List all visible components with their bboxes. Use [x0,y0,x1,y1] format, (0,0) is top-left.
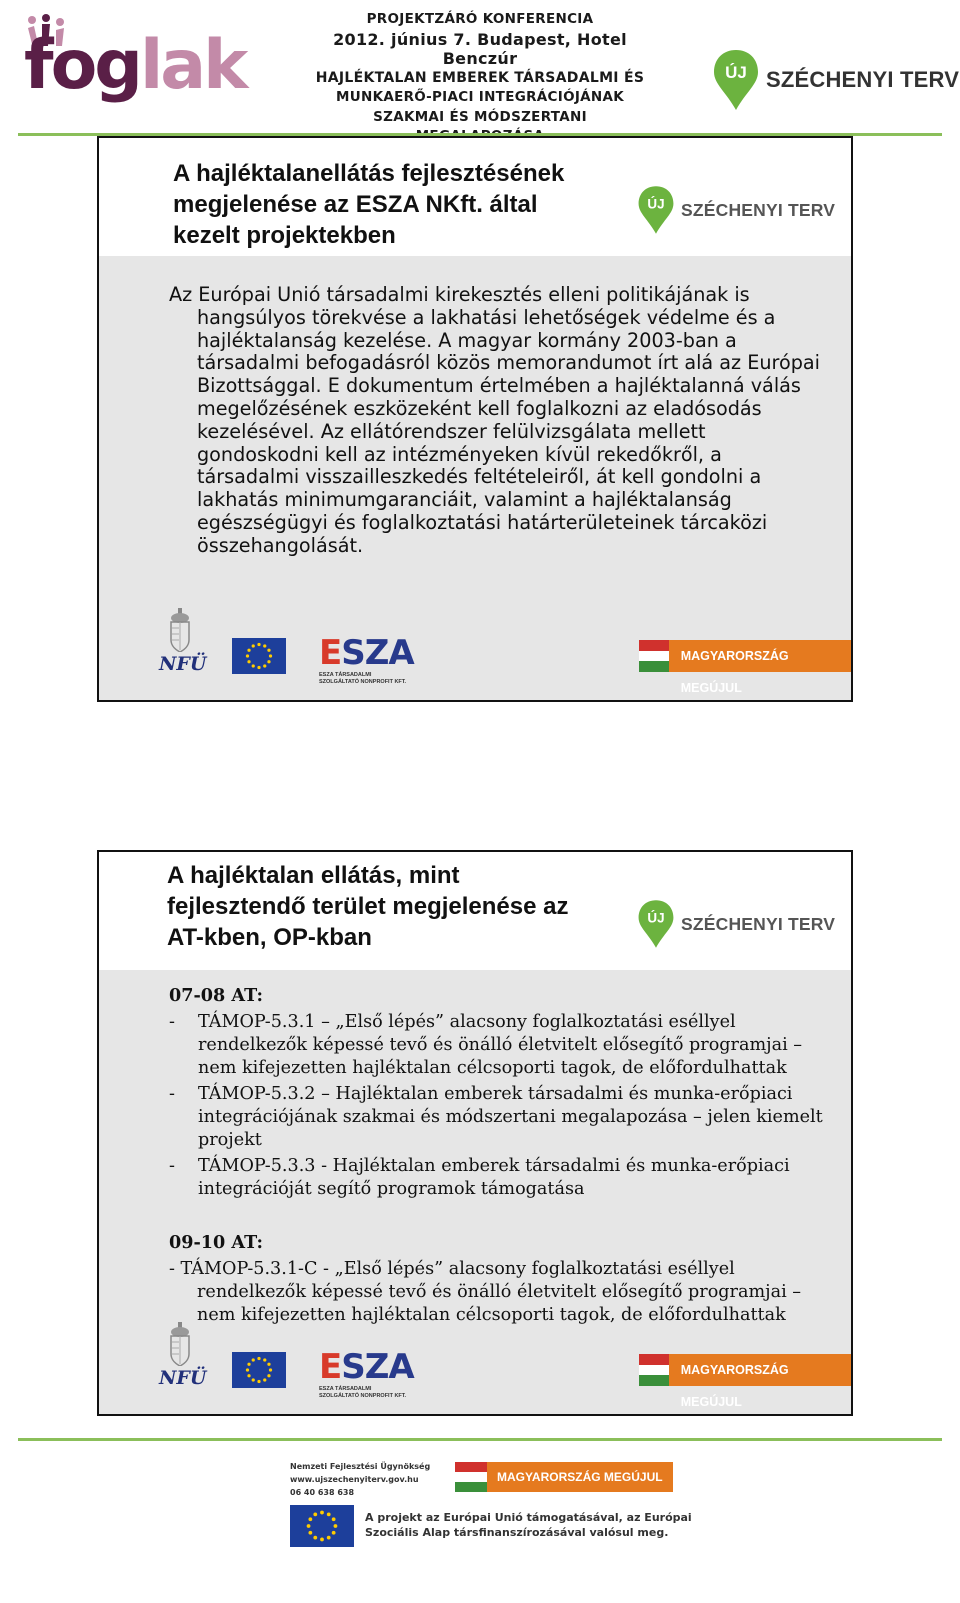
eu-flag-icon [232,1352,286,1388]
slide-1-title [173,158,564,251]
esza-mark: ESZA [319,1347,414,1387]
note-line: A projekt az Európai Unió támogatásával, az Európai [365,1511,692,1524]
conference-line: HAJLÉKTALAN EMBEREK TÁRSADALMI ÉS [315,69,645,86]
eu-star [246,1368,249,1371]
contact-line: Nemzeti Fejlesztési Ügynökség [290,1462,431,1471]
eu-star [313,1512,317,1516]
slide-1-body [169,284,829,558]
eu-star [252,1378,255,1381]
slide-2 [97,850,853,1416]
eu-flag-icon [290,1505,354,1547]
eu-star [332,1531,336,1535]
contact-line: www.ujszechenyiterv.gov.hu [290,1475,419,1484]
magyarorszag-megujul-logo [639,640,851,695]
title-line: kezelt projektekben [173,222,396,249]
nfu-contact [290,1460,430,1499]
eu-star [267,1363,270,1366]
slide-1-logo-strip [99,600,851,700]
list-item: - TÁMOP-5.3.2 – Hajléktalan emberek társadalmi és munka-erőpiaci integrációjának szakmai és módszertani megalapozása – jelen kiemelt projekt [169,1083,839,1152]
eu-star [247,660,250,663]
esza-logo [319,633,414,686]
eu-star [320,1538,324,1542]
section-heading: 09-10 AT: [169,1232,264,1253]
eu-star [247,1374,250,1377]
eu-star [308,1531,312,1535]
eu-star [252,644,255,647]
conference-line: MUNKAERŐ-PIACI INTEGRÁCIÓJÁNAK [335,89,625,105]
footer-divider [18,1438,942,1441]
eu-star [269,654,272,657]
szechenyi-terv-logo [637,896,835,952]
nfu-logo [159,608,206,675]
eu-star [247,649,250,652]
eu-star [263,644,266,647]
szechenyi-pin-icon [637,182,675,238]
note-line: Szociális Alap társfinanszírozásával valósul meg. [365,1526,669,1539]
szechenyi-mark: ÚJ [647,196,665,212]
szechenyi-mark: ÚJ [647,910,665,926]
list-item: - TÁMOP-5.3.1 – „Első lépés” alacsony foglalkoztatási eséllyel rendelkezők képessé tevő és önálló életvitelt elősegítő programjai – nem kifejezetten hajléktalan célcsoporti tagok, de előfordulhattak [169,1011,839,1080]
szechenyi-pin-icon [712,48,760,112]
eu-funding-note [365,1510,692,1540]
list-item-text: TÁMOP-5.3.1 – „Első lépés” alacsony foglalkoztatási eséllyel rendelkezők képessé tevő és önálló életvitelt elősegítő programjai – nem kifejezetten hajléktalan célcsoporti tagok, de előfordulhattak [198,1012,803,1078]
contact-line: 06 40 638 638 [290,1488,355,1497]
eu-star [320,1511,324,1515]
foglak-logo-text-b: lak [139,26,246,105]
mmg-text: MAGYARORSZÁG MEGÚJUL [669,1354,851,1386]
slide-2-title [167,860,568,953]
list-item-text: - TÁMOP-5.3.1-C - „Első lépés” alacsony foglalkoztatási eséllyel rendelkezők képessé tevő és önálló életvitelt elősegítő programjai – nem kifejezetten hajléktalan célcsoporti tagok, de előfordulhattak [169,1259,802,1325]
conference-line: 2012. június 7. Budapest, Hotel Benczúr [333,29,627,68]
hungarian-flag-icon [639,640,669,672]
title-line: megjelenése az ESZA NKft. által [173,191,538,218]
eu-star [252,664,255,667]
eu-star [257,1380,260,1383]
title-line: AT-kben, OP-kban [167,924,372,951]
eu-star [307,1524,311,1528]
hungarian-flag-icon [639,1354,669,1386]
page-header [0,0,960,140]
mmg-text: MAGYARORSZÁG MEGÚJUL [669,640,851,672]
szechenyi-terv-logo [712,48,959,112]
list-item-text: TÁMOP-5.3.2 – Hajléktalan emberek társadalmi és munka-erőpiaci integrációjának szakmai és módszertani megalapozása – jelen kiemelt projekt [198,1084,823,1150]
eu-star [257,643,260,646]
szechenyi-terv-logo [637,182,835,238]
title-line: A hajléktalan ellátás, mint [167,862,460,889]
slide-1 [97,136,853,702]
coat-of-arms-icon [169,1322,191,1366]
szechenyi-text: SZÉCHENYI TERV [681,199,836,220]
esza-logo [319,1347,414,1400]
eu-flag-icon [232,638,286,674]
nfu-text: NFÜ [159,1367,207,1389]
eu-star [263,1358,266,1361]
esza-subtitle: ESZA TÁRSADALMI SZOLGÁLTATÓ NONPROFIT KFT. [319,1386,407,1399]
eu-star [269,1368,272,1371]
eu-star [246,654,249,657]
esza-mark: ESZA [319,633,414,673]
eu-star [252,1358,255,1361]
eu-star [327,1512,331,1516]
eu-star [247,1363,250,1366]
foglak-logo-text-a: fog [24,26,140,105]
foglak-logo [18,14,246,114]
mmg-text: MAGYARORSZÁG MEGÚJUL [487,1462,673,1492]
slide-1-paragraph: Az Európai Unió társadalmi kirekesztés elleni politikájának is hangsúlyos törekvése a lakhatási lehetőségek védelme és a hajléktalanság kezelése. A magyar kormány 2003-ban a társadalmi befogadásról közös memorandumot írt alá az Európai Bizottsággal. E dokumentum értelmében a hajléktalanná válás megelőzésének eszközeként kell foglalkozni az eladósodás kezelésével. Az ellátórendszer felülvizsgálata mellett gondoskodni kell az intézményeken kívül rekedőkről, a társadalmi visszailleszkedés feltételeiről, át kell gondolni a lakhatás minimumgaranciáit, valamint a hajléktalanság egészségügyi és foglalkoztatási határterületeinek tárcaközi összehangolását. [169,283,820,557]
section-heading: 07-08 AT: [169,985,264,1006]
list-item: - TÁMOP-5.3.3 - Hajléktalan emberek társadalmi és munka-erőpiaci integrációját segítő programok támogatása [169,1155,839,1201]
eu-star [263,1378,266,1381]
eu-star [267,1374,270,1377]
szechenyi-text: SZÉCHENYI TERV [681,913,836,934]
eu-star [257,1357,260,1360]
slide-2-logo-strip [99,1314,851,1414]
eu-star [313,1536,317,1540]
hungarian-flag-icon [455,1462,487,1492]
szechenyi-text: SZÉCHENYI TERV [766,67,960,92]
esza-subtitle: ESZA TÁRSADALMI SZOLGÁLTATÓ NONPROFIT KFT. [319,672,407,685]
list-item-text: TÁMOP-5.3.3 - Hajléktalan emberek társadalmi és munka-erőpiaci integrációját segítő programok támogatása [198,1156,790,1199]
conference-line: SZAKMAI ÉS MÓDSZERTANI [373,108,587,125]
eu-star [267,649,270,652]
eu-star [267,660,270,663]
eu-star [332,1517,336,1521]
szechenyi-pin-icon [637,896,675,952]
eu-star [334,1524,338,1528]
nfu-text: NFÜ [159,653,207,675]
eu-star [327,1536,331,1540]
magyarorszag-megujul-logo [639,1354,851,1409]
coat-of-arms-icon [169,608,191,652]
magyarorszag-megujul-logo [455,1462,673,1492]
conference-line: PROJEKTZÁRÓ KONFERENCIA [366,11,594,27]
eu-star [257,666,260,669]
nfu-logo [159,1322,206,1389]
slide-2-body [169,984,839,1327]
szechenyi-mark: ÚJ [725,63,747,82]
title-line: A hajléktalanellátás fejlesztésének [173,160,565,187]
title-line: fejlesztendő terület megjelenése az [167,893,569,920]
eu-star [308,1517,312,1521]
eu-star [263,664,266,667]
